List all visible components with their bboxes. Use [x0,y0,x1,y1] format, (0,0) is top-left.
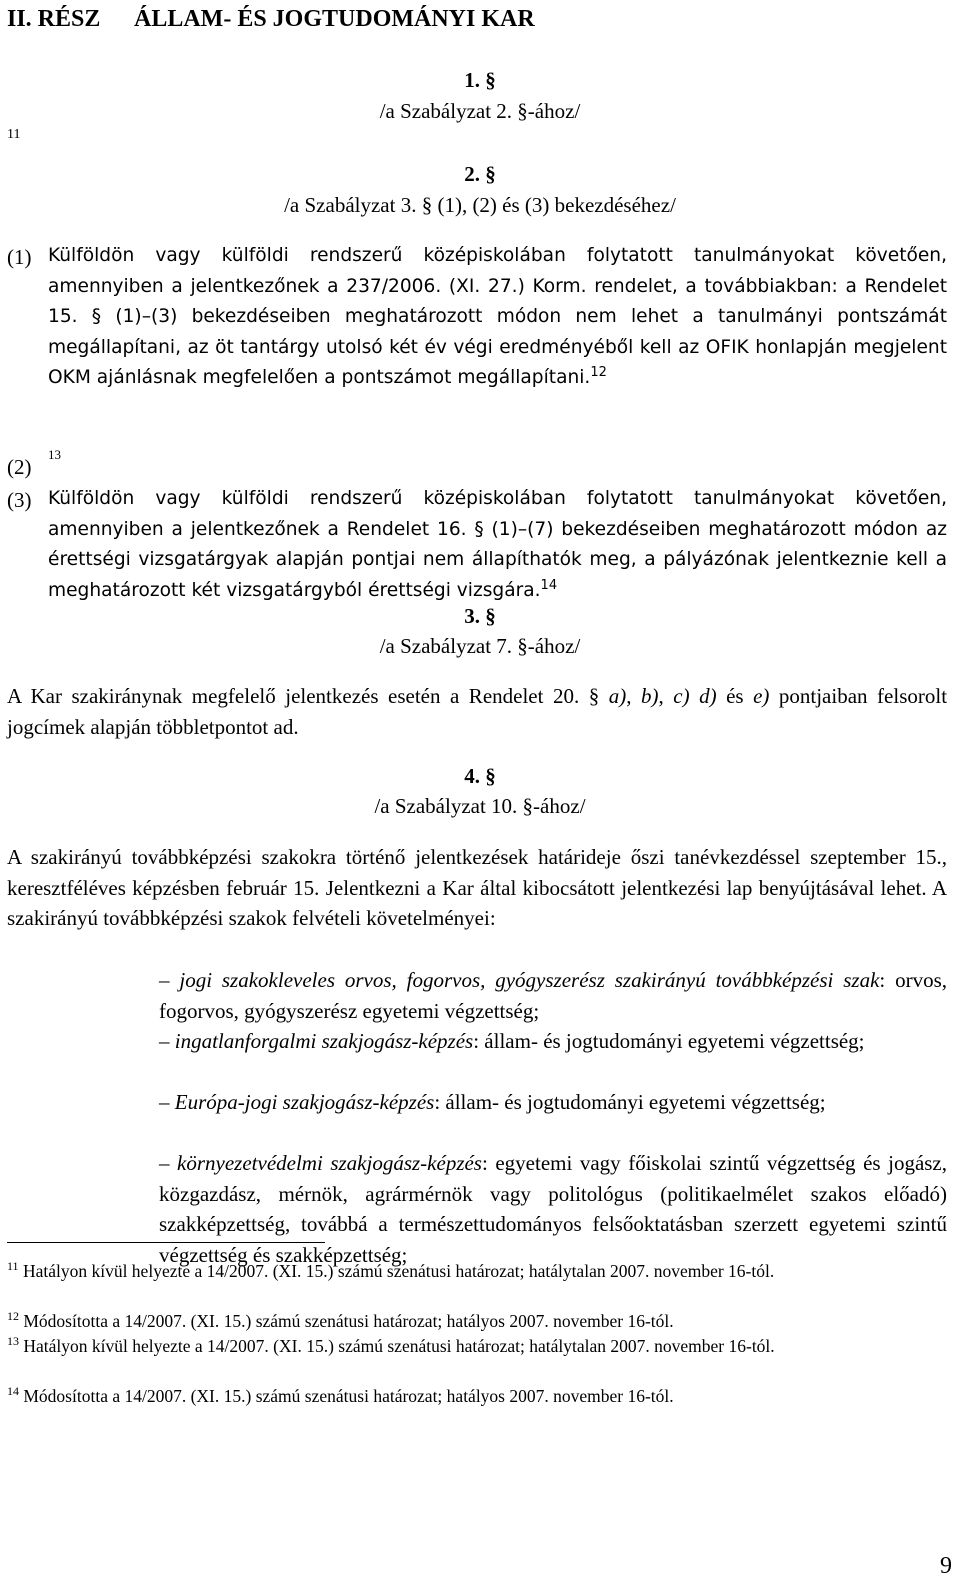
footnote-ref-12: 12 [590,364,607,380]
faculty-title: ÁLLAM- ÉS JOGTUDOMÁNYI KAR [134,6,535,32]
section-3-number: 3. § [464,604,496,628]
list-item: – jogi szakokleveles orvos, fogorvos, gyógyszerész szakirányú továbbképzési szak: orvos, fogorvos, gyógyszerész egyetemi végzettség; [159,968,948,1023]
section-2-reference: /a Szabályzat 3. § (1), (2) és (3) bekezdéséhez/ [284,193,676,217]
list-item: – ingatlanforgalmi szakjogász-képzés: állam- és jogtudományi egyetemi végzettség; [159,1029,865,1053]
page-number: 9 [940,1553,952,1579]
section-4-number: 4. § [464,764,496,788]
paragraph-1 [48,241,947,394]
paragraph-3-text: Külföldön vagy külföldi rendszerű középiskolában folytatott tanulmányokat követően, amennyiben a jelentkezőnek a Rendelet 16. § (1)–(7) bekezdéseiben meghatározott módon az érettségi vizsgatárgyak alapján pontjai nem állapíthatók meg, a pályázónak jelentkeznie kell a meghatározott két vizsgatárgyból érettségi vizsgára. [48,488,947,601]
footnote-ref-13: 13 [48,447,61,462]
footnote-13: $^{13}$ Hatályon kívül helyezte a 14/2007. (XI. 15.) számú szenátusi határozat; hatálytalan 2007. november 16-tól. [7,1334,775,1356]
section-1-number: 1. § [464,68,496,92]
footnote-14: $^{14}$ Módosította a 14/2007. (XI. 15.) számú szenátusi határozat; hatályos 2007. november 16-tól. [7,1384,674,1406]
page-header [7,6,535,33]
paragraph-label-3: (3) [7,488,32,512]
margin-footnote-ref: 11 [7,127,21,142]
section-4-paragraph: A szakirányú továbbképzési szakokra történő jelentkezések határideje őszi tanévkezdéssel szeptember 15., keresztféléves képzésben február 15. Jelentkezni a Kar által kibocsátott jelentkezési lap benyújtásával lehet. A szakirányú továbbképzési szakok felvételi követelményei: [7,845,947,930]
footnote-12: $^{12}$ Módosította a 14/2007. (XI. 15.) számú szenátusi határozat; hatályos 2007. november 16-tól. [7,1309,674,1331]
program-name: környezetvédelmi szakjogász-képzés [177,1151,482,1175]
paragraph-label-2: (2) [7,455,32,479]
program-name: ingatlanforgalmi szakjogász-képzés [174,1029,474,1053]
paragraph-1-text: Külföldön vagy külföldi rendszerű középiskolában folytatott tanulmányokat követően, amennyiben a jelentkezőnek a 237/2006. (XI. 27.) Korm. rendelet, a továbbiakban: a Rendelet 15. § (1)–(3) bekezdéseiben meghatározott módon nem lehet a tanulmányi pontszámát megállapítani, az öt tantárgy utolsó két év végi eredményéből kell az OFIK honlapján megjelent OKM ajánlásnak megfelelően a pontszámot megállapítani. [48,245,947,388]
paragraph-label-1: (1) [7,245,32,269]
section-4-reference: /a Szabályzat 10. §-ához/ [374,794,586,818]
program-name: jogi szakokleveles orvos, fogorvos, gyógyszerész szakirányú továbbképzési szak [179,968,880,992]
footnote-11: $^{11}$ Hatályon kívül helyezte a 14/2007. (XI. 15.) számú szenátusi határozat; hatálytalan 2007. november 16-tól. [7,1259,775,1281]
section-3-reference: /a Szabályzat 7. §-ához/ [379,634,581,658]
part-label: II. RÉSZ [7,6,101,32]
list-item: – Európa-jogi szakjogász-képzés: állam- és jogtudományi egyetemi végzettség; [159,1090,826,1114]
program-name: Európa-jogi szakjogász-képzés [174,1090,435,1114]
paragraph-3 [48,484,947,606]
section-2-number: 2. § [464,162,496,186]
section-3-paragraph: A Kar szakiránynak megfelelő jelentkezés esetén a Rendelet 20. § a), b), c) d) és e) pontjaiban felsorolt jogcímek alapján többletpontot ad. [7,684,948,739]
footnote-ref-14: 14 [540,577,558,593]
section-1-reference: /a Szabályzat 2. §-ához/ [379,99,581,123]
list-item: – környezetvédelmi szakjogász-képzés: egyetemi vagy főiskolai szintű végzettség és jogász, közgazdász, mérnök, agrármérnök vagy politológus (politikaelmélet szakos előadó) szakképzettség, továbbá a természettudományos felsőoktatásban szerzett egyetemi szintű végzettség és szakképzettség; [159,1151,948,1267]
footnote-separator [7,1242,325,1243]
